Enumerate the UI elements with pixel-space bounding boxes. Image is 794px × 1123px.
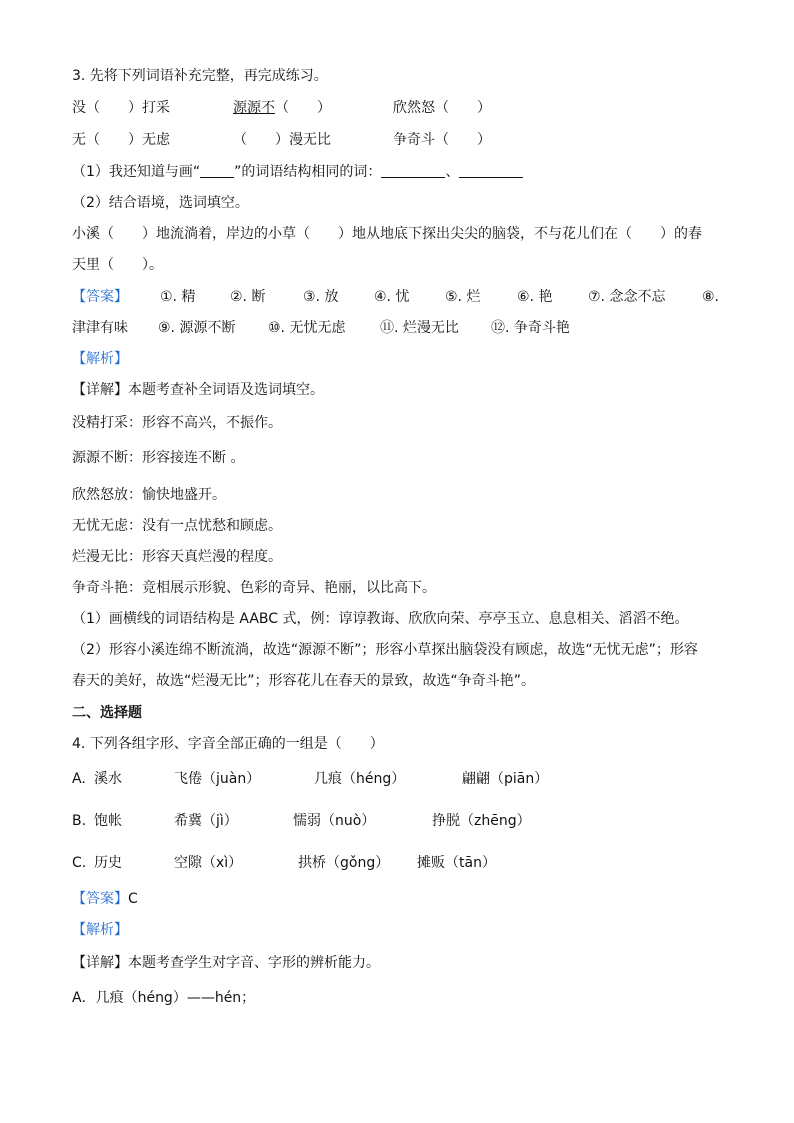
blank-line (459, 163, 523, 178)
q4-option-b-item2: 希冀（jì） (174, 813, 238, 829)
q3-title: 3. 先将下列词语补充完整，再完成练习。 (72, 68, 328, 84)
answer-7: ⑦. 念念不忘 (588, 289, 666, 305)
q3-row2-item2: （ ）漫无比 (233, 132, 331, 148)
q3-sub1: （1）我还知道与画“ ”的词语结构相同的词： 、 (72, 162, 523, 182)
explanation-2: 源源不断：形容接连不断 。 (72, 450, 245, 466)
q4-option-a-item1: 溪水 (94, 771, 122, 787)
q3-analysis-label: 【解析】 (72, 351, 128, 367)
q4-answer-value: C (128, 891, 138, 907)
explanation-5: 烂漫无比：形容天真烂漫的程度。 (72, 549, 282, 565)
q3-row1-item2: 源源不（ ） (233, 100, 331, 116)
q3-note2-line1: （2）形容小溪连绵不断流淌，故选“源源不断”；形容小草探出脑袋没有顾虑，故选“无忧无虑”；形容 (72, 642, 698, 658)
answer-6: ⑥. 艳 (517, 289, 553, 305)
q3-sub2: （2）结合语境，选词填空。 (72, 195, 249, 211)
explanation-4: 无忧无虑：没有一点忧愁和顾虑。 (72, 518, 282, 534)
q3-row2-item3: 争奇斗（ ） (393, 132, 491, 148)
q3-row1-item1: 没（ ）打采 (72, 100, 170, 116)
answer-11: ⑪. 烂漫无比 (380, 320, 459, 336)
blank-line (381, 163, 445, 178)
answer-2: ②. 断 (230, 289, 266, 305)
explanation-3: 欣然怒放：愉快地盛开。 (72, 487, 226, 503)
q3-note1: （1）画横线的词语结构是 AABC 式，例：谆谆教诲、欣欣向荣、亭亭玉立、息息相关、滔滔不绝。 (72, 611, 689, 627)
q4-option-c-label: C. (72, 855, 87, 871)
q4-option-c-item1: 历史 (94, 855, 122, 871)
answer-4: ④. 忧 (374, 289, 410, 305)
q4-option-c-item4: 摊贩（tān） (417, 855, 496, 871)
underlined-word: 源源不 (233, 100, 275, 116)
q3-row2-item1: 无（ ）无虑 (72, 132, 170, 148)
answer-9: ⑨. 源源不断 (158, 320, 236, 336)
q4-title: 4. 下列各组字形、字音全部正确的一组是（ ） (72, 736, 384, 752)
q3-note2-line2: 春天的美好，故选“烂漫无比”；形容花儿在春天的景致，故选“争奇斗艳”。 (72, 673, 536, 689)
answer-1: ①. 精 (160, 289, 196, 305)
explanation-1: 没精打采：形容不高兴，不振作。 (72, 415, 282, 431)
answer-8: 津津有味 (72, 320, 128, 336)
q4-last-line: A．几痕（héng）——hén； (72, 990, 256, 1006)
q4-option-c-item3: 拱桥（gǒng） (298, 855, 390, 871)
q4-option-b-item1: 饱帐 (94, 813, 122, 829)
answer-12: ⑫. 争奇斗艳 (491, 320, 570, 336)
q3-answer-label: 【答案】 (72, 289, 128, 305)
q4-answer (72, 889, 138, 909)
answer-10: ⑩. 无忧无虑 (268, 320, 346, 336)
q4-option-a-item4: 翩翩（piān） (462, 771, 549, 787)
q3-passage-line2: 天里（ ）。 (72, 257, 163, 273)
q4-option-c-item2: 空隙（xì） (174, 855, 243, 871)
answer-8-num: ⑧. (702, 289, 720, 305)
q4-option-a-item2: 飞倦（juàn） (174, 771, 261, 787)
blank-line (200, 163, 234, 178)
answer-3: ③. 放 (303, 289, 339, 305)
q4-option-a-item3: 几痕（héng） (314, 771, 406, 787)
explanation-6: 争奇斗艳：竞相展示形貌、色彩的奇异、艳丽，以比高下。 (72, 580, 436, 596)
q4-option-a-label: A. (72, 771, 86, 787)
q4-detail: 【详解】本题考查学生对字音、字形的辨析能力。 (72, 955, 380, 971)
section-title: 二、选择题 (72, 705, 142, 721)
q3-detail: 【详解】本题考查补全词语及选词填空。 (72, 382, 324, 398)
q3-row1-item3: 欣然怒（ ） (393, 100, 491, 116)
q4-option-b-label: B. (72, 813, 87, 829)
q4-answer-label: 【答案】 (72, 891, 128, 907)
q4-option-b-item4: 挣脱（zhēng） (432, 813, 531, 829)
q3-passage-line1: 小溪（ ）地流淌着，岸边的小草（ ）地从地底下探出尖尖的脑袋，不与花儿们在（ ）的春 (72, 226, 702, 242)
q4-option-b-item3: 懦弱（nuò） (293, 813, 376, 829)
q4-analysis-label: 【解析】 (72, 922, 128, 938)
answer-5: ⑤. 烂 (445, 289, 481, 305)
